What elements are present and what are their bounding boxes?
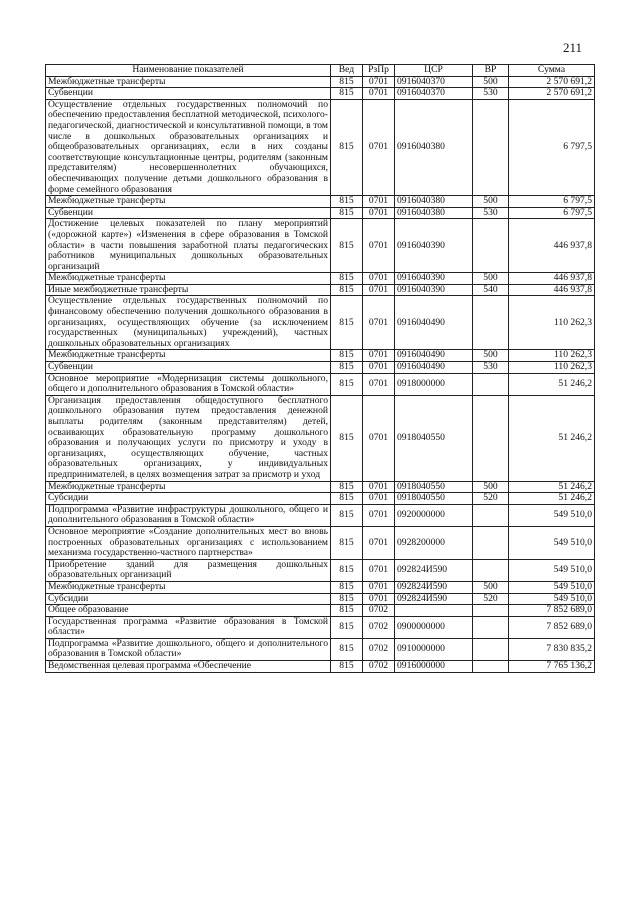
cell-ved: 815 [331,504,363,526]
cell-ved: 815 [331,395,363,481]
cell-name: Общее образование [46,605,331,617]
cell-sum: 7 765 136,2 [509,661,595,673]
cell-sum: 549 510,0 [509,526,595,559]
cell-rzpr: 0701 [363,395,395,481]
cell-sum: 2 570 691,2 [509,88,595,100]
table-row [46,504,595,526]
table-row [46,273,595,285]
cell-sum: 446 937,8 [509,284,595,296]
table-row [46,559,595,581]
cell-sum: 51 246,2 [509,373,595,395]
cell-sum: 6 797,5 [509,99,595,195]
cell-name: Подпрограмма «Развитие дошкольного, общего и дополнительного образования в Томской области» [46,638,331,660]
cell-sum: 7 830 835,2 [509,638,595,660]
cell-name: Осуществление отдельных государственных полномочий по финансовому обеспечению получения дошкольного образования в организациях, осуществляющих обучение (за исключением государственных (муниципальных) учреждений), частных дошкольных образовательных организациях [46,296,331,350]
cell-csr: 092824И590 [395,593,473,605]
cell-rzpr: 0701 [363,284,395,296]
cell-rzpr: 0701 [363,362,395,374]
cell-vr: 530 [473,207,509,219]
cell-ved: 815 [331,481,363,493]
cell-ved: 815 [331,88,363,100]
table-row [46,616,595,638]
cell-name: Межбюджетные трансферты [46,76,331,88]
table-row [46,581,595,593]
cell-vr: 500 [473,581,509,593]
header-sum: Сумма [509,65,595,77]
cell-name: Субсидии [46,593,331,605]
cell-ved: 815 [331,493,363,505]
cell-vr: 520 [473,593,509,605]
table-row [46,526,595,559]
cell-rzpr: 0701 [363,76,395,88]
cell-csr: 0916040490 [395,362,473,374]
cell-rzpr: 0701 [363,526,395,559]
cell-vr: 530 [473,362,509,374]
cell-csr: 0920000000 [395,504,473,526]
cell-rzpr: 0701 [363,273,395,285]
cell-name: Подпрограмма «Развитие инфраструктуры дошкольного, общего и дополнительного образования в Томской области» [46,504,331,526]
cell-vr: 530 [473,88,509,100]
cell-ved: 815 [331,76,363,88]
cell-name: Межбюджетные трансферты [46,196,331,208]
table-row [46,88,595,100]
cell-rzpr: 0701 [363,207,395,219]
cell-rzpr: 0701 [363,373,395,395]
cell-ved: 815 [331,350,363,362]
cell-csr: 0916040390 [395,284,473,296]
cell-sum: 51 246,2 [509,481,595,493]
cell-vr: 520 [473,493,509,505]
cell-rzpr: 0701 [363,493,395,505]
cell-csr: 0916040370 [395,88,473,100]
cell-ved: 815 [331,373,363,395]
cell-sum: 6 797,5 [509,207,595,219]
cell-ved: 815 [331,284,363,296]
cell-name: Межбюджетные трансферты [46,481,331,493]
cell-name: Ведомственная целевая программа «Обеспечение [46,661,331,673]
cell-sum: 446 937,8 [509,219,595,273]
cell-name: Межбюджетные трансферты [46,273,331,285]
cell-rzpr: 0701 [363,481,395,493]
cell-vr [473,605,509,617]
table-row [46,99,595,195]
cell-name: Достижение целевых показателей по плану мероприятий («дорожной карте») «Изменения в сфере образования в Томской области» в части повышения заработной платы педагогических работников муниципальных дошкольных образовательных организаций [46,219,331,273]
cell-name: Основное мероприятие «Модернизация системы дошкольного, общего и дополнительного образования в Томской области» [46,373,331,395]
cell-sum: 6 797,5 [509,196,595,208]
cell-vr: 540 [473,284,509,296]
cell-name: Иные межбюджетные трансферты [46,284,331,296]
cell-sum: 51 246,2 [509,493,595,505]
cell-name: Приобретение зданий для размещения дошкольных образовательных организаций [46,559,331,581]
header-name: Наименование показателей [46,65,331,77]
cell-sum: 549 510,0 [509,504,595,526]
cell-name: Субвенции [46,362,331,374]
cell-sum: 110 262,3 [509,350,595,362]
cell-rzpr: 0702 [363,616,395,638]
header-ved: Вед [331,65,363,77]
table-row [46,373,595,395]
table-row [46,362,595,374]
cell-vr: 500 [473,350,509,362]
cell-ved: 815 [331,196,363,208]
cell-rzpr: 0701 [363,593,395,605]
header-rzpr: РзПр [363,65,395,77]
cell-vr: 500 [473,76,509,88]
page-number: 211 [562,40,582,55]
cell-vr [473,219,509,273]
cell-name: Межбюджетные трансферты [46,350,331,362]
cell-name: Организация предоставления общедоступного бесплатного дошкольного образования путем предоставления денежной выплаты родителям (законным представителям) детей, осваивающих образовательную программу дошкольного образования и получающих услуги по присмотру и уходу в организациях, осуществляющих обучение, частных образовательных организациях, у индивидуальных предпринимателей, в целях возмещения затрат за присмотр и уход [46,395,331,481]
cell-ved: 815 [331,219,363,273]
table-row [46,593,595,605]
cell-vr: 500 [473,481,509,493]
cell-vr: 500 [473,273,509,285]
cell-rzpr: 0701 [363,350,395,362]
cell-vr [473,296,509,350]
cell-sum: 2 570 691,2 [509,76,595,88]
cell-csr: 0916040390 [395,219,473,273]
cell-csr: 0916040380 [395,207,473,219]
cell-rzpr: 0702 [363,605,395,617]
cell-csr: 0918000000 [395,373,473,395]
cell-sum: 110 262,3 [509,362,595,374]
cell-vr: 500 [473,196,509,208]
cell-rzpr: 0701 [363,99,395,195]
cell-csr: 0916040390 [395,273,473,285]
cell-csr: 0916040490 [395,296,473,350]
cell-rzpr: 0701 [363,196,395,208]
cell-rzpr: 0702 [363,661,395,673]
cell-ved: 815 [331,638,363,660]
cell-rzpr: 0701 [363,559,395,581]
cell-vr [473,616,509,638]
cell-csr: 0918040550 [395,493,473,505]
cell-sum: 51 246,2 [509,395,595,481]
table-row [46,76,595,88]
table-row [46,284,595,296]
cell-csr: 0910000000 [395,638,473,660]
cell-sum: 549 510,0 [509,559,595,581]
cell-csr: 0918040550 [395,481,473,493]
cell-sum: 549 510,0 [509,581,595,593]
cell-ved: 815 [331,526,363,559]
cell-ved: 815 [331,661,363,673]
cell-ved: 815 [331,296,363,350]
cell-ved: 815 [331,362,363,374]
cell-ved: 815 [331,207,363,219]
table-row [46,638,595,660]
cell-rzpr: 0702 [363,638,395,660]
cell-vr [473,373,509,395]
cell-sum: 7 852 689,0 [509,605,595,617]
table-row [46,481,595,493]
budget-table [45,64,595,673]
cell-vr [473,99,509,195]
cell-csr: 0916040490 [395,350,473,362]
cell-ved: 815 [331,593,363,605]
cell-csr [395,605,473,617]
cell-csr: 092824И590 [395,581,473,593]
cell-name: Субвенции [46,207,331,219]
table-row [46,296,595,350]
cell-rzpr: 0701 [363,581,395,593]
cell-ved: 815 [331,273,363,285]
cell-vr [473,638,509,660]
header-csr: ЦСР [395,65,473,77]
cell-csr: 092824И590 [395,559,473,581]
cell-vr [473,395,509,481]
cell-name: Межбюджетные трансферты [46,581,331,593]
cell-sum: 446 937,8 [509,273,595,285]
cell-ved: 815 [331,99,363,195]
table-row [46,395,595,481]
cell-vr [473,504,509,526]
table-row [46,207,595,219]
cell-csr: 0918040550 [395,395,473,481]
cell-rzpr: 0701 [363,296,395,350]
cell-csr: 0916040380 [395,99,473,195]
cell-csr: 0916040370 [395,76,473,88]
cell-ved: 815 [331,605,363,617]
cell-name: Осуществление отдельных государственных полномочий по обеспечению предоставления бесплатной методической, психолого-педагогической, диагностической и консультативной помощи, в том числе в дошкольных образовательных организациях и общеобразовательных организациях, если в них созданы соответствующие консультационные центры, родителям (законным представителям) несовершеннолетних обучающихся, обеспечивающих получение детьми дошкольного образования в форме семейного образования [46,99,331,195]
table-row [46,350,595,362]
table-header-row [46,65,595,77]
table-row [46,493,595,505]
table-row [46,219,595,273]
cell-csr: 0916040380 [395,196,473,208]
table-row [46,605,595,617]
cell-csr: 0900000000 [395,616,473,638]
table-row [46,661,595,673]
table-row [46,196,595,208]
cell-vr [473,661,509,673]
cell-vr [473,526,509,559]
cell-rzpr: 0701 [363,219,395,273]
cell-vr [473,559,509,581]
cell-ved: 815 [331,616,363,638]
cell-name: Субсидии [46,493,331,505]
cell-ved: 815 [331,581,363,593]
cell-ved: 815 [331,559,363,581]
cell-rzpr: 0701 [363,88,395,100]
header-vr: ВР [473,65,509,77]
cell-sum: 7 852 689,0 [509,616,595,638]
cell-sum: 549 510,0 [509,593,595,605]
cell-name: Основное мероприятие «Создание дополнительных мест во вновь построенных образовательных организациях с использованием механизма государственно-частного партнерства» [46,526,331,559]
cell-name: Государственная программа «Развитие образования в Томской области» [46,616,331,638]
cell-csr: 0928200000 [395,526,473,559]
cell-csr: 0916000000 [395,661,473,673]
cell-name: Субвенции [46,88,331,100]
cell-rzpr: 0701 [363,504,395,526]
cell-sum: 110 262,3 [509,296,595,350]
